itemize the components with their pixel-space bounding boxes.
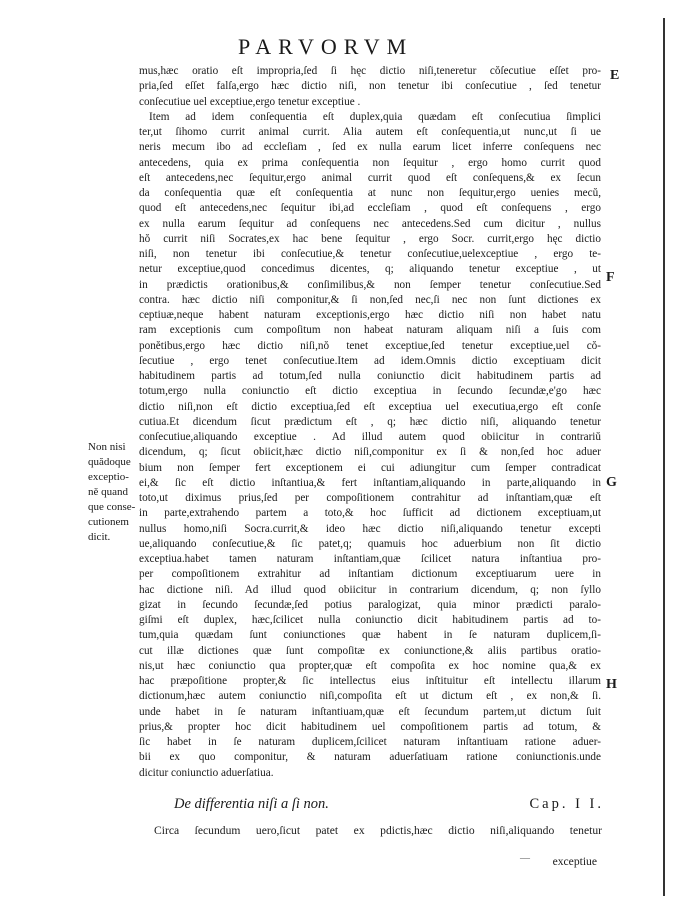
margin-letter-h: H xyxy=(606,677,617,692)
margin-note-line: dicit. xyxy=(88,531,111,543)
text-line: exceptiua.habet tamen naturam inſtantiam,quæ ſcilicet natura inſtantiua pro- xyxy=(139,553,601,565)
text-line: contra. hæc dictio niſi componitur,& ſi non,ſed nec,ſi nec non ſunt dictiones ex xyxy=(139,293,601,306)
final-text xyxy=(154,823,602,839)
text-line: in parte,extrahendo partem a toto,& hoc ſufficit ad dictionem exceptiuam,ut xyxy=(139,507,601,520)
text-line: habitudinem partis ad totum,ſed nulla coniunctio dicit habitudinem partis ad xyxy=(139,370,601,382)
text-line: hac præpoſitione propter,& ſic intellectus eius inſtituitur eſt intellectu illarum xyxy=(139,675,601,687)
text-line: dictio niſi,non eſt dictio exceptiua,ſed eſt exceptiua uel executiua,ergo eſt conſe xyxy=(139,400,601,413)
text-line: ceptiuæ,neque habent naturam exceptionis,ergo hæc dictio niſi non habet natu xyxy=(139,309,601,321)
margin-note xyxy=(88,440,140,545)
text-line: ram exceptionis cum compoſitum non habeat naturam aliquam niſi a ſuis com xyxy=(139,324,601,337)
text-line: ue,aliquando conſecutiue,& ſic patet,q; quamuis hoc aduerbium non ſit dictio xyxy=(139,537,601,550)
text-line: quod eſt antecedens,nec ſequitur ibi,ad eccleſiam , quod eſt conſequens , ergo xyxy=(139,202,601,215)
text-line: dicendum, q; ſicut obiicit,hæc dictio niſi,componitur ex ſi & non,ſed hoc aduer xyxy=(139,446,601,459)
text-line: ei,& ſic eſt dictio inſtantiua,& fert inſtantiam,aliquando in parte,aliquando in xyxy=(139,476,601,489)
text-line: neris mecum ibo ad eccleſiam , ſed ex nulla earum licet inferre conſequens nec xyxy=(139,141,601,154)
dash-mark: — xyxy=(520,853,530,864)
section-heading xyxy=(174,796,604,813)
binding-rule xyxy=(663,18,665,896)
text-line: tum,quia quædam ſunt coniunctiones quæ habent in ſe naturam duplicem,ſi- xyxy=(139,629,601,642)
text-line: dicitur coniunctio aduerſatiua. xyxy=(139,766,274,779)
text-line: nis,ut hæc coniunctio qua propter,quæ eſt compoſita ex hoc nomine qua,& ex xyxy=(139,659,601,672)
text-line: netur exceptiue,quod concedimus dicentes, q; aliquando tenetur exceptiue , ut xyxy=(139,263,601,276)
text-line: Item ad idem conſequentia eſt duplex,quia quædam eſt conſecutiua ſimplici xyxy=(149,110,601,123)
margin-note-line: ně quand xyxy=(88,486,129,498)
margin-note-line: quădoque xyxy=(88,456,131,468)
margin-note-line: cutionem xyxy=(88,516,129,528)
margin-note-line: Non nisi xyxy=(88,441,126,453)
text-line: hac dictione niſi. Ad illud quod obiicitur in contrarium dicendum, q; non ſyllo xyxy=(139,583,601,596)
chapter-label: Cap. I I. xyxy=(529,796,604,812)
text-line: eſt antecedens,nec ſequitur,ergo animal currit quod eſt conſequens,& ex ſecun xyxy=(139,171,601,184)
catchword: exceptiue xyxy=(552,855,597,868)
text-line: totum,ergo nulla coniunctio eſt dictio exceptiua in ſecundo ſecundæ,e'go hæc xyxy=(139,385,601,398)
text-line: gizat in ſecundo ſecundæ,ſed potius paralogizat, quia minor prædicti paralo- xyxy=(139,598,601,611)
text-line: conſecutiue uel exceptiue,ergo tenetur exceptiue . xyxy=(139,95,361,108)
text-line: antecedens, quia ex prima conſequentia non ſequitur , ergo homo currit quod xyxy=(139,156,601,169)
text-line: unde habet in ſe naturam inſtantiuam,quæ eſt ſecundum partem,ut dictum ſuit xyxy=(139,705,601,718)
text-line: niſi, non tenetur ibi conſecutiue,& tenetur conſecutiue,uelexceptiue , ergo te- xyxy=(139,248,601,260)
text-line: ſic habet in ſe naturam duplicem,ſcilicet naturam inſtantiuam ratione aduer- xyxy=(139,736,601,748)
text-line: pria,ſed eſſet falſa,ergo hæc dictio niſi, non tenetur ibi conſecutiue , ſed tenetur xyxy=(139,80,601,93)
section-heading-text: De differentia niſi a ſi non. xyxy=(174,796,329,812)
margin-letter-g: G xyxy=(606,475,617,490)
text-line: dictionum,hæc autem coniunctio niſi,compoſita eſt ut dictum eſt , ex non,& ſi. xyxy=(139,690,601,703)
margin-letter-e: E xyxy=(610,68,620,83)
text-line: cut illæ dictiones quæ ſunt compoſitæ ex coniunctione,& aliis partibus oratio- xyxy=(139,644,601,657)
text-line: Circa ſecundum uero,ſicut patet ex pdictis,hæc dictio niſi,aliquando tenetur xyxy=(154,824,602,837)
text-line: ex nulla earum ſequitur ad conſequens nec antecedens.Sed cum dicitur , nullus xyxy=(139,217,601,230)
text-line: nullus homo,niſi Socra.currit,& ideo hæc dictio niſi,aliquando tenetur excepti xyxy=(139,522,601,535)
margin-note-line: exceptio- xyxy=(88,471,129,483)
text-line: bii ex quo componitur, & naturam aduerſatiuam ratione coniunctionis.unde xyxy=(139,751,601,764)
text-line: bium non ſemper fert exceptionem ei cui adiungitur cum ſemper contradicat xyxy=(139,461,601,474)
margin-letter-f: F xyxy=(606,270,615,285)
text-line: prius,& propter hoc dicit habitudinem uel compoſitionem partis ad totum, & xyxy=(139,720,601,733)
text-line: conſecutiue,aliquando exceptiue . Ad illud autem quod obiicitur in contrariŭ xyxy=(139,431,601,443)
text-line: cutiua.Et dicendum ſicut prædictum eſt , q; hæc dictio niſi, aliquando tenetur xyxy=(139,415,601,428)
text-line: mus,hæc oratio eſt impropria,ſed ſi hęc dictio niſi,teneretur cŏſecutiue eſſet pro- xyxy=(139,65,601,77)
running-head: PARVORVM xyxy=(238,34,414,59)
text-line: per compoſitionem extrahitur ad inſtantiam dictionum exceptiuarum uere in xyxy=(139,568,601,581)
text-line: toto,ut diximus prius,ſed per compoſitionem contrahitur ad inſtantiam,quæ eſt xyxy=(139,492,601,504)
text-line: hŏ currit niſi Socrates,ex hac bene ſequitur , ergo Socr. currit,ergo hęc dictio xyxy=(139,232,601,245)
margin-note-line: que conse- xyxy=(88,501,136,513)
text-line: da conſequentia quæ eſt conſequentia at nunc non ſequitur,ergo uenies mecŭ, xyxy=(139,187,601,199)
text-line: ter,ut ſihomo currit animal currit. Alia autem eſt conſequentia,ut nunc,ut ſi ue xyxy=(139,126,601,138)
text-line: ponĕtibus,ergo hæc dictio niſi,nŏ tenet exceptiue,ſed tenetur exceptiue,uel cŏ- xyxy=(139,339,601,352)
text-line: ſecutiue , ergo tenet conſecutiue.Item ad idem.Omnis dictio exceptiuam dicit xyxy=(139,354,601,367)
body-text xyxy=(139,64,601,781)
text-line: in prædictis orationibus,& conſimilibus,& non ſemper tenetur conſecutiue.Sed xyxy=(139,278,601,291)
text-line: giſmi eſt duplex, hæc,ſcilicet nulla coniunctio dicit habitudinem partis ad to- xyxy=(139,614,601,626)
